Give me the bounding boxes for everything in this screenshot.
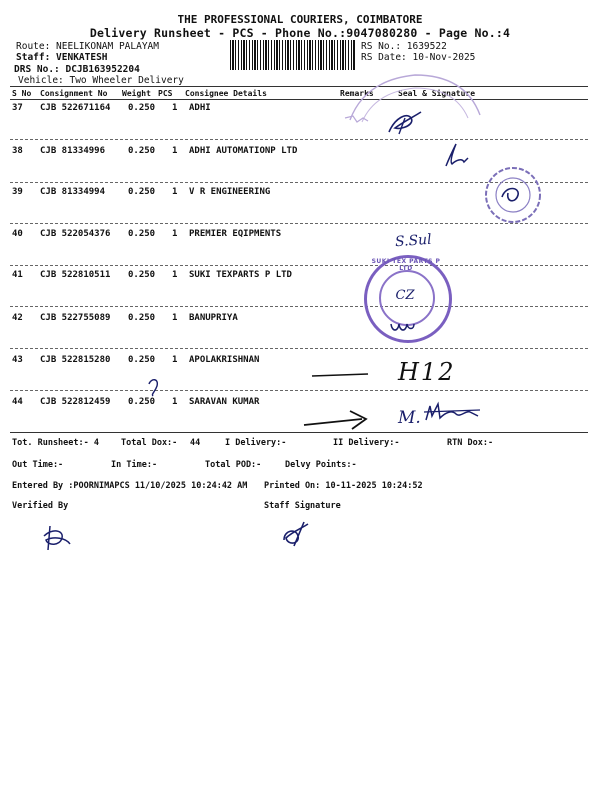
row-44-pcs: 1: [172, 397, 178, 407]
in-time: In Time:-: [111, 460, 158, 470]
row-44-weight: 0.250: [128, 397, 156, 407]
row-38-name: ADHI AUTOMATIONP LTD: [189, 146, 298, 156]
signature-row42: [388, 318, 418, 334]
row-38-weight: 0.250: [128, 146, 156, 156]
row-37-cno: CJB 522671164: [40, 103, 111, 113]
row-41-cno: CJB 522810511: [40, 270, 111, 280]
header-rule-top: [10, 86, 588, 87]
row-37-sno: 37: [12, 103, 23, 113]
row-41-pcs: 1: [172, 270, 178, 280]
col-remarks: Remarks: [340, 89, 374, 98]
rs-date: RS Date: 10-Nov-2025: [361, 52, 476, 63]
row-42-cno: CJB 522755089: [40, 313, 111, 323]
staff-label: Staff: VENKATESH: [16, 52, 108, 63]
stamp-signature: CZ: [395, 288, 415, 303]
total-pod: Total POD:-: [205, 460, 262, 470]
row-divider: [10, 265, 588, 266]
stamp-row39: [478, 163, 548, 223]
vehicle-label: Vehicle: Two Wheeler Delivery: [18, 75, 184, 86]
staff-signature: [278, 518, 318, 550]
row-40-cno: CJB 522054376: [40, 229, 111, 239]
row-40-sno: 40: [12, 229, 23, 239]
arrow-mark-row43: [310, 368, 370, 382]
row-42-pcs: 1: [172, 313, 178, 323]
total-dox-value: 44: [190, 438, 201, 448]
row-39-name: V R ENGINEERING: [189, 187, 271, 197]
tick-mark: [145, 376, 163, 398]
row-43-pcs: 1: [172, 355, 178, 365]
col-consignee: Consignee Details: [185, 89, 267, 98]
row-38-sno: 38: [12, 146, 23, 156]
row-40-name: PREMIER EQIPMENTS: [189, 229, 282, 239]
row-43-name: APOLAKRISHNAN: [189, 355, 260, 365]
drs-number: DRS No.: DCJB163952204: [14, 64, 140, 75]
route-label: Route: NEELIKONAM PALAYAM: [16, 41, 159, 52]
total-dox-label: Total Dox:-: [121, 438, 178, 448]
row-divider: [10, 390, 588, 391]
row-41-weight: 0.250: [128, 270, 156, 280]
row-42-sno: 42: [12, 313, 23, 323]
verified-by-signature: [40, 522, 80, 554]
rtn-dox: RTN Dox:-: [447, 438, 494, 448]
i-delivery: I Delivery:-: [225, 438, 287, 448]
row-37-name: ADHI: [189, 103, 211, 113]
entered-by: Entered By :POORNIMAPCS 11/10/2025 10:24:42 AM: [12, 481, 248, 491]
row-44-sno: 44: [12, 397, 23, 407]
row-41-sno: 41: [12, 270, 23, 280]
handwriting-row40: S.Sul: [394, 231, 433, 251]
out-time: Out Time:-: [12, 460, 64, 470]
row-38-cno: CJB 81334996: [40, 146, 106, 156]
row-37-pcs: 1: [172, 103, 178, 113]
row-39-cno: CJB 81334994: [40, 187, 106, 197]
verified-by-label: Verified By: [12, 501, 69, 511]
signature-row44: [422, 400, 482, 428]
row-43-weight: 0.250: [128, 355, 156, 365]
row-40-weight: 0.250: [128, 229, 156, 239]
company-stamp-text: SUKI TEX PARTS P LTD: [371, 258, 441, 272]
staff-signature-label: Staff Signature: [264, 501, 341, 511]
col-sno: S No: [12, 89, 32, 98]
table-rule-bottom: [10, 432, 588, 433]
signature-row37: [385, 108, 425, 138]
runsheet-title: Delivery Runsheet - PCS - Phone No.:9047080280 - Page No.:4: [89, 26, 511, 40]
row-37-weight: 0.250: [128, 103, 156, 113]
header-rule-bottom: [10, 99, 588, 100]
col-weight: Weight: [122, 89, 151, 98]
col-seal: Seal & Signature: [398, 89, 476, 98]
row-divider: [10, 139, 588, 140]
row-43-cno: CJB 522815280: [40, 355, 111, 365]
ii-delivery: II Delivery:-: [333, 438, 400, 448]
total-runsheet: Tot. Runsheet:- 4: [12, 438, 99, 448]
rs-number: RS No.: 1639522: [361, 41, 447, 52]
row-44-cno: CJB 522812459: [40, 397, 111, 407]
row-40-pcs: 1: [172, 229, 178, 239]
row-39-sno: 39: [12, 187, 23, 197]
col-pcs: PCS: [158, 89, 173, 98]
row-39-pcs: 1: [172, 187, 178, 197]
handwriting-row44: M.: [398, 408, 421, 428]
handwriting-row43: H12: [398, 358, 456, 386]
col-consignment: Consignment No: [40, 89, 108, 98]
row-44-name: SARAVAN KUMAR: [189, 397, 260, 407]
barcode: [230, 40, 355, 70]
row-43-sno: 43: [12, 355, 23, 365]
company-title: THE PROFESSIONAL COURIERS, COIMBATORE: [177, 13, 423, 26]
row-divider: [10, 348, 588, 349]
row-divider: [10, 223, 588, 224]
arrow-icon-row44: [300, 405, 375, 435]
row-39-weight: 0.250: [128, 187, 156, 197]
printed-on: Printed On: 10-11-2025 10:24:52: [264, 481, 423, 491]
row-42-weight: 0.250: [128, 313, 156, 323]
row-41-name: SUKI TEXPARTS P LTD: [189, 270, 292, 280]
row-divider: [10, 306, 588, 307]
row-42-name: BANUPRIYA: [189, 313, 238, 323]
signature-row38: [442, 140, 472, 170]
row-38-pcs: 1: [172, 146, 178, 156]
delvy-points: Delvy Points:-: [285, 460, 357, 470]
